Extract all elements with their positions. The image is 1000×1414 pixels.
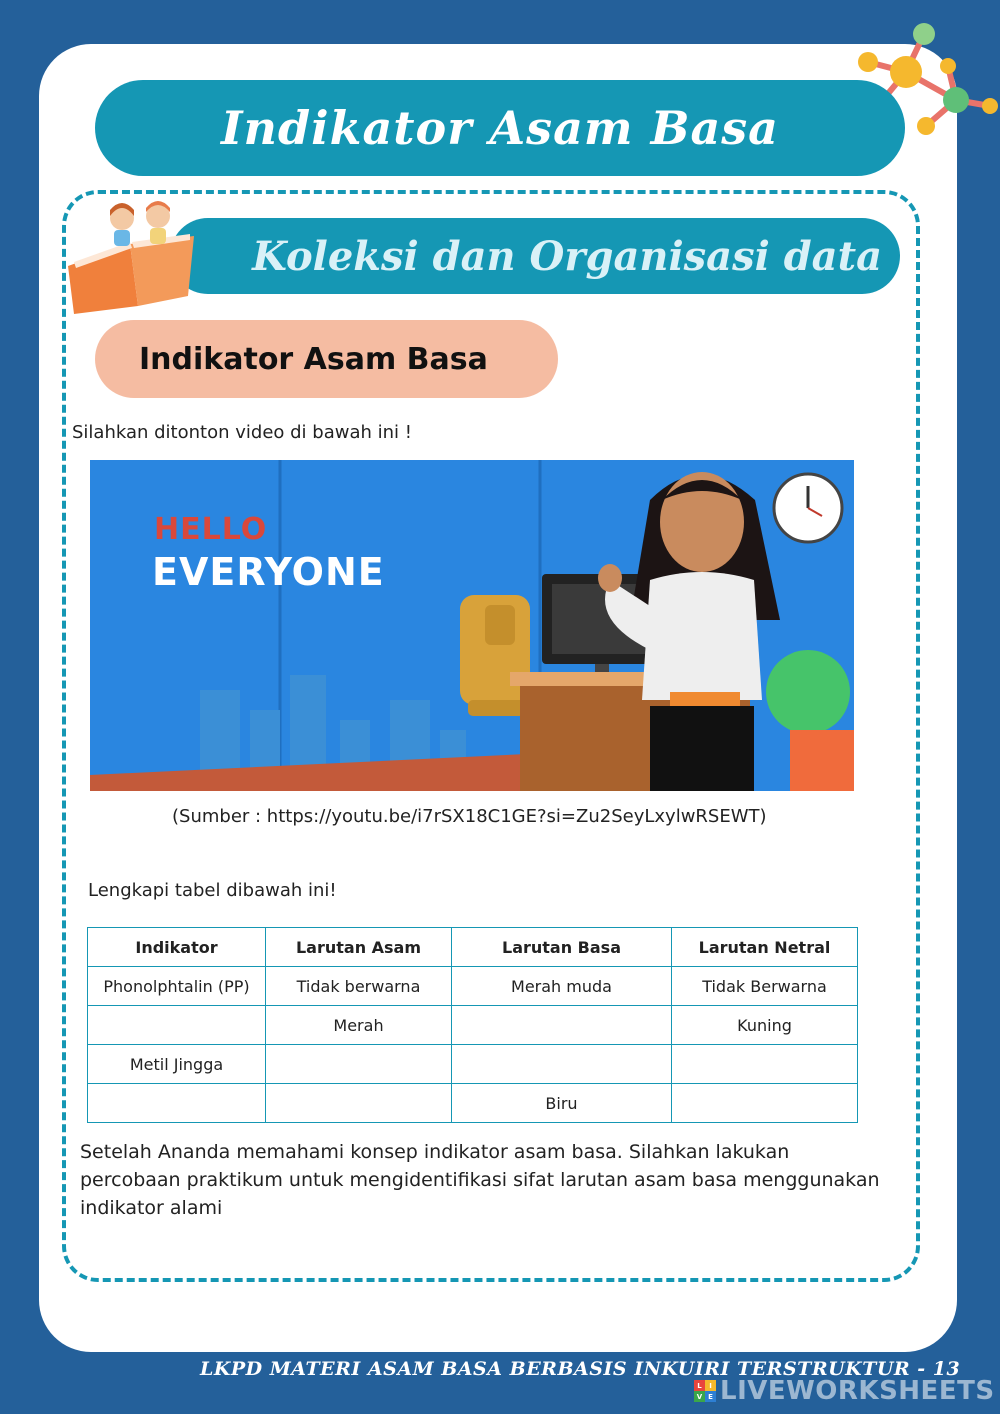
page-subtitle: Koleksi dan Organisasi data xyxy=(252,232,882,280)
table-cell: Tidak berwarna xyxy=(266,967,452,1006)
video-instruction: Silahkan ditonton video di bawah ini ! xyxy=(72,422,412,443)
liveworksheets-watermark xyxy=(694,1376,995,1406)
closing-paragraph: Setelah Ananda memahami konsep indikator asam basa. Silahkan lakukan percobaan praktikum untuk mengidentifikasi sifat larutan asam basa menggunakan indikator alami xyxy=(80,1141,880,1219)
table-cell: Biru xyxy=(452,1084,672,1123)
video-thumbnail xyxy=(90,460,854,791)
subtitle-banner xyxy=(170,218,900,294)
liveworksheets-wordmark: LIVEWORKSHEETS xyxy=(720,1376,995,1406)
book-children-illustration xyxy=(60,196,200,316)
table-header-row xyxy=(88,928,858,967)
section-heading: Indikator Asam Basa xyxy=(139,341,488,377)
video-text-hello: HELLO xyxy=(154,512,268,547)
video-source: (Sumber : https://youtu.be/i7rSX18C1GE?si=Zu2SeyLxylwRSEWT) xyxy=(172,806,767,827)
table-input-cell[interactable] xyxy=(452,1045,672,1084)
table-row xyxy=(88,1045,858,1084)
table-cell: Metil Jingga xyxy=(88,1045,266,1084)
section-heading-pill xyxy=(95,320,558,398)
table-cell: Merah xyxy=(266,1006,452,1045)
page-footer: LKPD MATERI ASAM BASA BERBASIS INKUIRI TERSTRUKTUR - 13 xyxy=(200,1358,961,1380)
table-input-cell[interactable] xyxy=(452,1006,672,1045)
table-cell: Merah muda xyxy=(452,967,672,1006)
table-input-cell[interactable] xyxy=(672,1084,858,1123)
table-cell: Phonolphtalin (PP) xyxy=(88,967,266,1006)
table-row xyxy=(88,1084,858,1123)
table-input-cell[interactable] xyxy=(88,1006,266,1045)
video-player[interactable] xyxy=(90,460,854,791)
table-row xyxy=(88,967,858,1006)
page-title: Indikator Asam Basa xyxy=(221,101,779,155)
table-header: Larutan Basa xyxy=(452,928,672,967)
indicator-table xyxy=(87,927,858,1123)
table-input-cell[interactable] xyxy=(266,1045,452,1084)
table-instruction: Lengkapi tabel dibawah ini! xyxy=(88,880,337,901)
table-row xyxy=(88,1006,858,1045)
table-input-cell[interactable] xyxy=(672,1045,858,1084)
title-banner xyxy=(95,80,905,176)
video-text-everyone: EVERYONE xyxy=(152,550,385,594)
table-input-cell[interactable] xyxy=(88,1084,266,1123)
table-header: Larutan Netral xyxy=(672,928,858,967)
liveworksheets-logo-icon: L I V E xyxy=(694,1380,716,1402)
table-header: Larutan Asam xyxy=(266,928,452,967)
table-header: Indikator xyxy=(88,928,266,967)
table-cell: Tidak Berwarna xyxy=(672,967,858,1006)
table-input-cell[interactable] xyxy=(266,1084,452,1123)
table-cell: Kuning xyxy=(672,1006,858,1045)
